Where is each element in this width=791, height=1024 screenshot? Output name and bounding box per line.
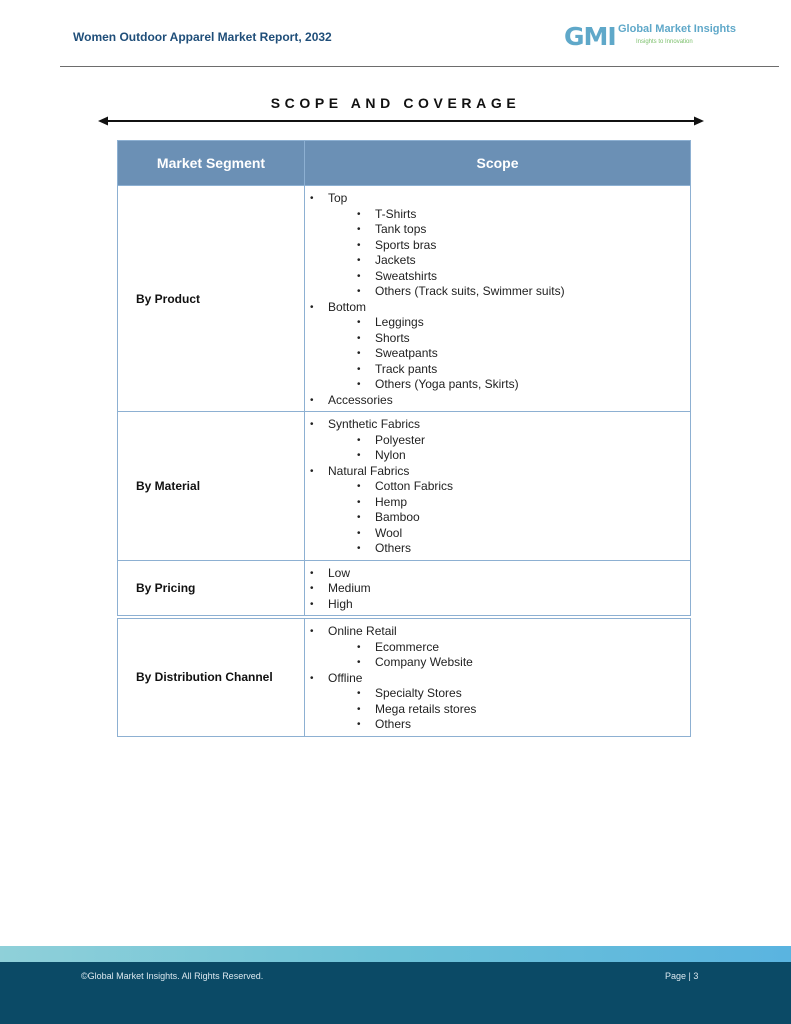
list-item-text: Top [328,191,348,205]
list-item [305,479,690,495]
bullet-icon: • [310,394,314,406]
scope-list [305,412,690,560]
segment-cell: By Distribution Channel [118,617,305,736]
bullet-icon: • [357,719,361,730]
bullet-icon: • [357,224,361,235]
list-item-text: Cotton Fabrics [375,479,454,493]
bullet-icon: • [357,434,361,446]
list-item [305,510,690,526]
list-item [305,526,690,542]
list-item-text: Others (Track suits, Swimmer suits) [375,284,565,298]
list-item [305,346,690,362]
scope-list [305,561,690,616]
scope-table [117,140,691,737]
scope-cell [305,186,691,412]
list-item [305,566,690,582]
list-item [305,269,690,285]
logo-tagline: Insights to Innovation [636,39,693,45]
list-item [305,300,690,316]
list-item-text: Hemp [375,494,408,509]
list-item-text: Track pants [375,361,438,376]
bullet-icon: • [310,672,314,684]
company-logo [564,22,736,52]
page-footer [0,962,791,1024]
list-item [305,417,690,433]
list-item [305,624,690,640]
list-item-text: Polyester [375,432,426,447]
double-arrow-divider [98,115,704,127]
list-item [305,686,690,702]
bullet-icon: • [357,657,361,668]
list-item [305,362,690,378]
list-item-text: Jackets [375,253,416,267]
bullet-icon: • [357,255,361,266]
list-item-text: Medium [328,581,371,595]
list-item-text: Offline [328,670,363,685]
footer-accent-band [0,946,791,962]
header-market-segment: Market Segment [118,141,305,186]
list-item-text: Others [375,717,412,731]
list-item-text: T-Shirts [375,206,417,221]
list-item [305,191,690,207]
list-item [305,393,690,409]
table-row [118,186,691,412]
list-item-text: Others (Yoga pants, Skirts) [375,377,519,391]
segment-cell: By Material [118,412,305,561]
list-item-text: Natural Fabrics [328,463,410,478]
list-item [305,464,690,480]
bullet-icon: • [357,363,361,375]
bullet-icon: • [357,512,361,523]
bullet-icon: • [357,379,361,390]
bullet-icon: • [310,419,314,430]
bullet-icon: • [357,688,361,699]
bullet-icon: • [310,598,314,610]
list-item-text: Specialty Stores [375,686,462,700]
bullet-icon: • [357,208,361,220]
bullet-icon: • [357,543,361,554]
table-row [118,412,691,561]
scope-cell [305,412,691,561]
list-item [305,597,690,613]
bullet-icon: • [310,583,314,594]
list-item [305,448,690,464]
bullet-icon: • [357,317,361,328]
copyright-text: ©Global Market Insights. All Rights Reserved. [81,971,264,981]
list-item-text: Company Website [375,655,473,669]
list-item [305,495,690,511]
list-item-text: Tank tops [375,222,427,236]
table-row [118,617,691,736]
bullet-icon: • [357,239,361,251]
bullet-icon: • [357,332,361,344]
scope-list [305,619,690,736]
list-item-text: Bamboo [375,510,420,524]
list-item [305,433,690,449]
list-item-text: Sweatpants [375,346,438,360]
list-item-text: Low [328,565,351,580]
list-item-text: Ecommerce [375,639,440,654]
list-item-text: Accessories [328,392,393,407]
list-item-text: Mega retails stores [375,701,477,716]
list-item [305,702,690,718]
list-item [305,640,690,656]
bullet-icon: • [357,270,361,282]
bullet-icon: • [310,626,314,637]
bullet-icon: • [357,703,361,715]
list-item-text: Sweatshirts [375,268,438,283]
list-item [305,655,690,671]
list-item-text: Shorts [375,330,410,345]
scope-cell [305,617,691,736]
table-header-row [118,141,691,186]
segment-cell: By Pricing [118,560,305,617]
header-divider [60,66,779,67]
page-number: Page | 3 [665,971,699,981]
bullet-icon: • [357,641,361,653]
report-title: Women Outdoor Apparel Market Report, 2032 [73,30,332,44]
list-item [305,331,690,347]
segment-cell: By Product [118,186,305,412]
bullet-icon: • [357,286,361,297]
list-item [305,315,690,331]
list-item [305,717,690,733]
section-title: SCOPE AND COVERAGE [270,95,521,111]
scope-list [305,186,690,411]
list-item-text: Online Retail [328,624,397,638]
list-item-text: Synthetic Fabrics [328,417,421,431]
bullet-icon: • [357,481,361,492]
bullet-icon: • [310,465,314,477]
bullet-icon: • [357,450,361,461]
list-item-text: Leggings [375,315,424,329]
list-item [305,581,690,597]
bullet-icon: • [310,193,314,204]
bullet-icon: • [357,496,361,508]
list-item-text: Others [375,541,412,555]
bullet-icon: • [310,567,314,579]
list-item [305,222,690,238]
list-item-text: Nylon [375,448,406,462]
list-item-text: Wool [375,525,403,540]
bullet-icon: • [357,527,361,539]
list-item [305,253,690,269]
list-item-text: Bottom [328,299,367,314]
header-scope: Scope [305,141,691,186]
list-item [305,377,690,393]
logo-mark: GMI [564,22,616,51]
bullet-icon: • [310,301,314,313]
table-row [118,560,691,617]
list-item [305,238,690,254]
list-item [305,284,690,300]
scope-cell [305,560,691,617]
list-item-text: Sports bras [375,237,437,252]
list-item [305,671,690,687]
list-item-text: High [328,596,353,611]
list-item [305,541,690,557]
logo-name: Global Market Insights [618,23,736,35]
list-item [305,207,690,223]
bullet-icon: • [357,348,361,359]
